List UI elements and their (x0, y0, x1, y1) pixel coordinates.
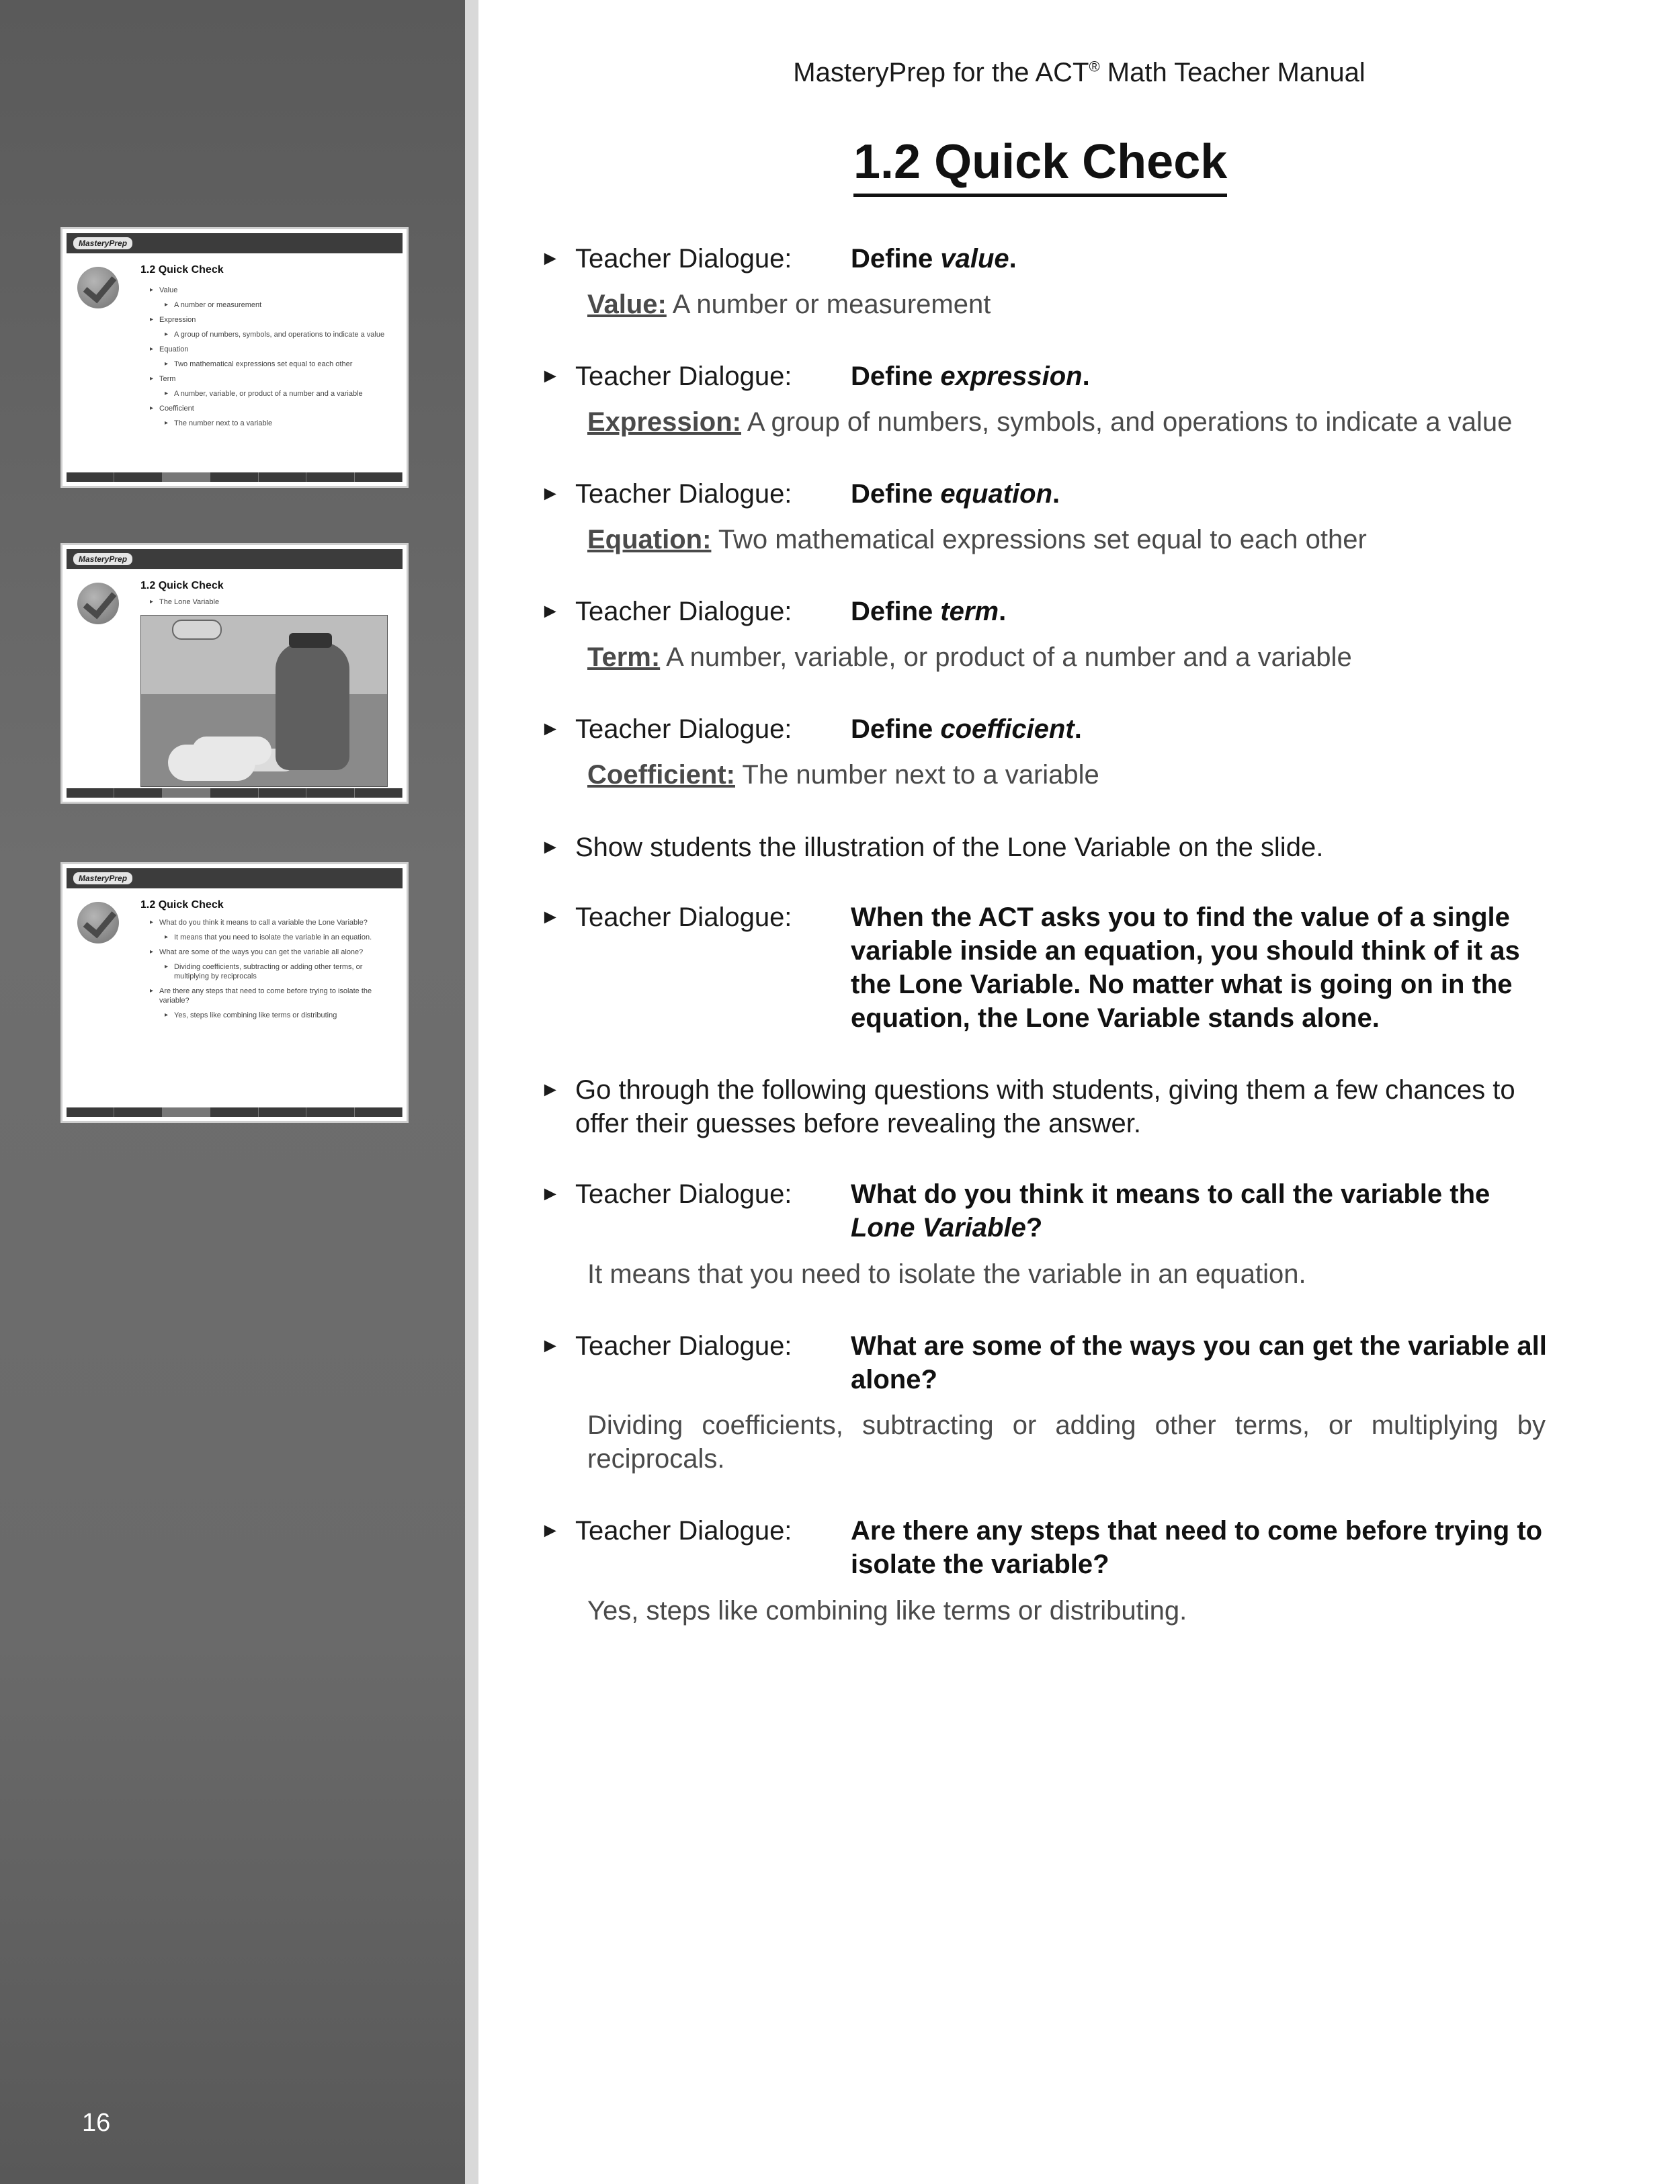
dialogue-label: Teacher Dialogue: (575, 479, 792, 509)
slide-line: ▸ Term (150, 374, 386, 384)
manual-header (478, 58, 1680, 88)
definition-text: The number next to a variable (735, 760, 1099, 790)
slide-line: ▸ A group of numbers, symbols, and operations to indicate a value (165, 330, 386, 339)
dialogue-label: Teacher Dialogue: (575, 244, 792, 274)
bullet-arrow-icon: ► (540, 1079, 560, 1101)
bullet-arrow-icon: ► (540, 365, 560, 387)
slide-title: 1.2 Quick Check (140, 899, 224, 911)
definition-term: Value: (587, 290, 667, 319)
bullet-arrow-icon: ► (540, 718, 560, 740)
definition-text: A group of numbers, symbols, and operations to indicate a value (741, 407, 1513, 437)
instruction-text: Show students the illustration of the Lone Variable on the slide. (575, 833, 1324, 862)
slide-nav-bar (67, 472, 403, 482)
page-title: 1.2 Quick Check (853, 134, 1227, 197)
definition (587, 640, 1548, 674)
slide-thumbnail-3 (60, 862, 409, 1123)
slide-line: ▸ Value (150, 286, 386, 295)
masteryprep-logo: MasteryPrep (73, 872, 132, 884)
bullet-arrow-icon: ► (540, 600, 560, 622)
definition-term: Expression: (587, 407, 741, 437)
horse-rider-figure (276, 642, 349, 770)
definition (587, 758, 1548, 792)
checkmark-icon (77, 902, 119, 943)
definition-term: Coefficient: (587, 760, 735, 790)
slide-line: ▸ It means that you need to isolate the variable in an equation. (165, 933, 386, 942)
hand-figure (172, 620, 222, 640)
slide-line: ▸ Two mathematical expressions set equal to each other (165, 360, 386, 369)
dialogue-label: Teacher Dialogue: (575, 902, 792, 932)
checkmark-icon (77, 267, 119, 308)
definition-term: Equation: (587, 525, 712, 554)
definition-text: Two mathematical expressions set equal to each other (711, 525, 1367, 554)
slide-line: ▸ A number or measurement (165, 300, 386, 310)
definition-term: Term: (587, 642, 661, 672)
slide-line: ▸ A number, variable, or product of a number and a variable (165, 389, 386, 398)
page-number: 16 (82, 2109, 111, 2137)
slide-header-bar (67, 549, 403, 569)
slide-nav-bar (67, 788, 403, 798)
slide-line: ▸ The Lone Variable (150, 597, 386, 607)
slide-line: ▸ Equation (150, 345, 386, 354)
lone-variable-illustration (140, 615, 388, 787)
dialogue-label: Teacher Dialogue: (575, 714, 792, 744)
dialogue-label: Teacher Dialogue: (575, 597, 792, 626)
masteryprep-logo: MasteryPrep (73, 553, 132, 565)
bullet-arrow-icon: ► (540, 836, 560, 858)
slide-line: ▸ Dividing coefficients, subtracting or adding other terms, or multiplying by reciprocals (165, 962, 386, 981)
instruction-text: Go through the following questions with students, giving them a few chances to offer their guesses before revealing the answer. (575, 1075, 1515, 1138)
slide-title: 1.2 Quick Check (140, 580, 224, 591)
slide-header-bar (67, 868, 403, 888)
answer-text: Yes, steps like combining like terms or distributing. (587, 1596, 1187, 1626)
dialogue-text: What do you think it means to call the variable the Lone Variable? (851, 1179, 1490, 1243)
answer-text: Dividing coefficients, subtracting or adding other terms, or multiplying by reciprocals. (587, 1411, 1546, 1474)
dialogue-text: Define value. (851, 244, 1017, 274)
slide-line: ▸ What are some of the ways you can get the variable all alone? (150, 948, 386, 957)
slide-thumbnail-1 (60, 227, 409, 488)
definition (587, 523, 1548, 556)
definition (587, 405, 1548, 439)
slide-line: ▸ Yes, steps like combining like terms or distributing (165, 1011, 386, 1020)
registered-mark: ® (1089, 58, 1100, 75)
slide-header-bar (67, 233, 403, 253)
dialogue-text: Define expression. (851, 362, 1090, 391)
slide-line: ▸ The number next to a variable (165, 419, 386, 428)
definition-text: A number, variable, or product of a number and a variable (660, 642, 1352, 672)
slide-line: ▸ What do you think it means to call a variable the Lone Variable? (150, 918, 386, 927)
dialogue-text: Define equation. (851, 479, 1060, 509)
dust-cloud (168, 745, 255, 781)
checkmark-icon (77, 583, 119, 624)
dialogue-text: Define coefficient. (851, 714, 1082, 744)
bullet-arrow-icon: ► (540, 906, 560, 928)
slide-line: ▸ Expression (150, 315, 386, 325)
definition-text: A number or measurement (666, 290, 991, 319)
slide-line: ▸ Coefficient (150, 404, 386, 413)
header-title: MasteryPrep for the ACT (793, 58, 1089, 87)
dialogue-label: Teacher Dialogue: (575, 1331, 792, 1361)
bullet-arrow-icon: ► (540, 1183, 560, 1205)
dialogue-text: Define term. (851, 597, 1007, 626)
sidebar-divider (465, 0, 478, 2184)
header-title-rest: Math Teacher Manual (1099, 58, 1366, 87)
bullet-arrow-icon: ► (540, 1519, 560, 1542)
answer-text: It means that you need to isolate the variable in an equation. (587, 1259, 1306, 1289)
dialogue-label: Teacher Dialogue: (575, 1179, 792, 1209)
slide-title: 1.2 Quick Check (140, 264, 224, 276)
cowboy-hat (289, 633, 332, 648)
slide-nav-bar (67, 1107, 403, 1117)
masteryprep-logo: MasteryPrep (73, 237, 132, 249)
dialogue-label: Teacher Dialogue: (575, 1516, 792, 1546)
bullet-arrow-icon: ► (540, 1335, 560, 1357)
dialogue-text: When the ACT asks you to find the value of a single variable inside an equation, you should think of it as the Lone Variable. No matter what is going on in the equation, the Lone Variable stands alone. (851, 902, 1520, 1033)
definition (587, 288, 1548, 321)
slide-thumbnail-2 (60, 543, 409, 804)
bullet-arrow-icon: ► (540, 482, 560, 505)
dialogue-text: What are some of the ways you can get the variable all alone? (851, 1331, 1547, 1394)
slide-line: ▸ Are there any steps that need to come before trying to isolate the variable? (150, 986, 386, 1005)
bullet-arrow-icon: ► (540, 247, 560, 269)
dialogue-label: Teacher Dialogue: (575, 362, 792, 391)
dialogue-text: Are there any steps that need to come before trying to isolate the variable? (851, 1516, 1543, 1579)
